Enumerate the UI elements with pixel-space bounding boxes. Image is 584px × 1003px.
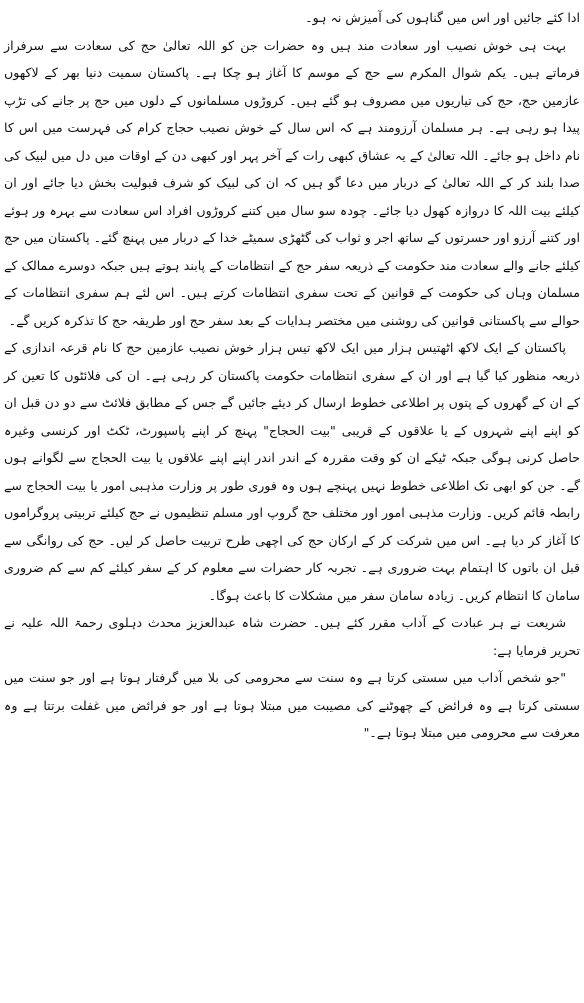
quote-shah-abdul-aziz: "جو شخص آداب میں سستی کرتا ہے وہ سنت سے محرومی کی بلا میں گرفتار ہوتا ہے اور جو سنت میں سستی کرتا ہے وہ فرائض کے چھوٹنے کی مصیبت میں مبتلا ہوتا ہے اور جو فرائض میں غفلت برتتا ہے وہ معرفت سے محرومی میں مبتلا ہوتا ہے۔"	[4, 670, 580, 740]
continuation-line: ادا کئے جائیں اور اس میں گناہوں کی آمیزش نہ ہو۔	[305, 10, 580, 25]
paragraph-hajj-season: بہت ہی خوش نصیب اور سعادت مند ہیں وہ حضرات جن کو اللہ تعالیٰ حج کی سعادت سے سرفراز فرماتے ہیں۔ یکم شوال المکرم سے حج کے موسم کا آغاز ہو چکا ہے۔ پاکستان سمیت دنیا بھر کے لاکھوں عازمین حج، حج کی تیاریوں میں مصروف ہو گئے ہیں۔ کروڑوں مسلمانوں کے دلوں میں حج پر جانے کی تڑپ پیدا ہو رہی ہے۔ ہر مسلمان آرزومند ہے کہ اس سال کے خوش نصیب حجاج کرام کی فہرست میں اس کا نام داخل ہو جائے۔ اللہ تعالیٰ کے یہ عشاق کبھی رات کے آخر پہر اور کبھی دن کے اوقات میں دل میں لبیک کی صدا بلند کر کے اللہ تعالیٰ کے دربار میں دعا گو ہیں کہ ان کی لبیک کو شرف قبولیت بخش دیا جائے اور ان کیلئے بیت اللہ کا دروازہ کھول دیا جائے۔ چودہ سو سال میں کتنے کروڑوں افراد اس سعادت سے بہرہ ور ہوئے اور کتنے آرزو اور حسرتوں کے ساتھ اجر و ثواب کی گٹھڑی سمیٹے خدا کے دربار میں پہنچ گئے۔ پاکستان میں حج کیلئے جانے والے سعادت مند حکومت کے ذریعہ سفر حج کے انتظامات کے پابند ہوتے ہیں جبکہ دوسرے ممالک کے مسلمان وہاں کی حکومت کے قوانین کے تحت سفری انتظامات کرتے ہیں۔ اس لئے ہم سفری انتظامات کے حوالے سے پاکستانی قوانین کی روشنی میں مختصر ہدایات کے بعد سفر حج اور طریقہ حج کا تذکرہ کریں گے۔	[4, 37, 580, 328]
paragraph-pakistan-arrangements: پاکستان کے ایک لاکھ اٹھتیس ہزار میں ایک لاکھ تیس ہزار خوش نصیب عازمین حج کا نام قرعہ اندازی کے ذریعہ منظور کیا گیا ہے اور ان کے سفری انتظامات حکومت پاکستان کر رہی ہے۔ ان کی فلائٹوں کا تعین کر کے ان کے گھروں کے پتوں پر اطلاعی خطوط ارسال کر دیئے جائیں گے جس کے مطابق فلائٹ سے دو دن قبل ان کو اپنے اپنے شہروں کے یا علاقوں کے قریبی "بیت الحجاج" پہنچ کر اپنے پاسپورٹ، ٹکٹ اور کرنسی وغیرہ حاصل کرنی ہوگی جبکہ ٹیکے ان کو وقت مقررہ کے اندر اندر اپنے اپنے علاقوں یا بیت الحجاج سے لگوانے ہوں گے۔ جن کو ابھی تک اطلاعی خطوط نہیں پہنچے ہوں وہ فوری طور پر وزارت مذہبی امور یا بیت الحجاج سے رابطہ قائم کریں۔ وزارت مذہبی امور اور مختلف حج گروپ اور مسلم تنظیموں نے حج کیلئے تربیتی پروگراموں کا آغاز کر دیا ہے۔ اس میں شرکت کر کے ارکان حج کی اچھی طرح تربیت حاصل کر لیں۔ حج کی روانگی سے قبل ان باتوں کا اہتمام بہت ضروری ہے۔ تجربہ کار حضرات سے معلوم کر کے سفر کیلئے کم سے کم ضروری سامان کا انتظام کریں۔ زیادہ سامان سفر میں مشکلات کا باعث ہوگا۔	[4, 340, 580, 603]
paragraph-etiquette-intro: شریعت نے ہر عبادت کے آداب مقرر کئے ہیں۔ حضرت شاہ عبدالعزیز محدث دہلوی رحمۃ اللہ علیہ نے تحریر فرمایا ہے:	[4, 615, 580, 658]
